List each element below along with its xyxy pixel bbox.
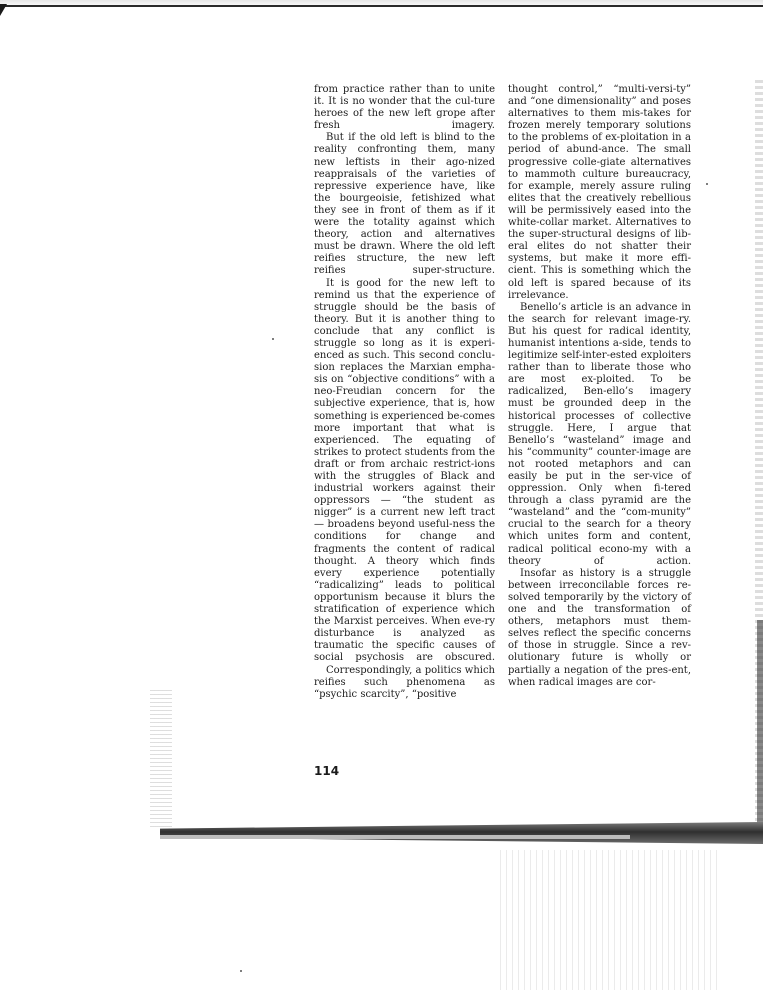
paragraph: Correspondingly, a politics which reifies such phenomena as “psychic scarcity”, “positive [314,664,495,700]
paragraph: from practice rather than to unite it. It is no wonder that the cul-ture heroes of the new left grope after fresh imagery. [314,84,495,132]
paragraph: Insofar as history is a struggle between irreconcilable forces re-solved temporarily by the victory of one and the transformation of others, metaphors must them-selves reflect the specific concerns of those in struggle. Since a rev-olutionary future is wholly or partially a negation of the pres-ent, when radical images are cor- [508,567,691,688]
scan-left-noise [150,690,172,830]
paragraph: But if the old left is blind to the reality confronting them, many new leftists in their ago-nized reappraisals of the varieties of repressive experience have, like the bourgeoisie, fetishized what they see in front of them as if it were the totality against which theory, action and alternatives must be drawn. Where the old left reifies structure, the new left reifies super-structure. [314,132,495,277]
paragraph: It is good for the new left to remind us that the experience of struggle should be the basis of theory. But it is another thing to conclude that any conflict is struggle so long as it is experi-enced as such. This second conclu-sion replaces the Marxian empha-sis on “objective conditions” with a neo-Freudian concern for the subjective experience, that is, how something is experienced be-comes more important that what is experienced. The equating of strikes to protect students from the draft or from archaic restrict-ions with the struggles of Black and industrial workers against their oppressors — “the student as nigger” is a current new left tract — broadens beyond useful-ness the conditions for change and fragments the content of radical thought. A theory which finds every experience potentially “radicalizing” leads to political opportunism because it blurs the stratification of experience which the Marxist perceives. When eve-ry disturbance is analyzed as traumatic the specific causes of social psychosis are obscured. [314,277,495,664]
scan-speck [272,338,274,340]
paragraph: thought control,” “multi-versi-ty” and “one dimensionality” and poses alternatives to them mis-takes for frozen merely temporary solutions to the problems of ex-ploitation in a period of abund-ance. The small progressive colle-giate alternatives to mammoth culture bureaucracy, for example, merely assure ruling elites that the creatively rebellious will be permissively eased into the white-collar market. Alternatives to the super-structural designs of lib-eral elites do not shatter their systems, but make it more effi-cient. This is something which the old left is spared because of its irrelevance. [508,84,691,301]
page-number: 114 [314,764,340,778]
scan-bottom-noise [500,850,720,990]
paragraph: Benello’s article is an advance in the search for relevant image-ry. But his quest for radical identity, humanist intentions a-side, tends to legitimize self-inter-ested exploiters rather than to liberate those who are most ex-ploited. To be radicalized, Ben-ello’s imagery must be grounded deep in the historical processes of collective struggle. Here, I argue that Benello’s “wasteland” image and his “community” counter-image are not rooted metaphors and can easily be put in the ser-vice of oppression. Only when fi-tered through a class pyramid are the “wasteland” and the “com-munity” crucial to the search for a theory which unites form and content, radical political econo-my with a theory of action. [508,301,691,567]
scan-bottom-shadow [160,822,763,844]
left-text-column [314,84,495,701]
right-text-column [508,84,691,689]
scan-speck [240,970,242,972]
scan-top-border [0,5,763,7]
scan-corner-mark [0,4,7,16]
scan-bottom-line [160,835,630,839]
scan-right-shadow [757,620,763,830]
scan-speck [706,183,708,185]
